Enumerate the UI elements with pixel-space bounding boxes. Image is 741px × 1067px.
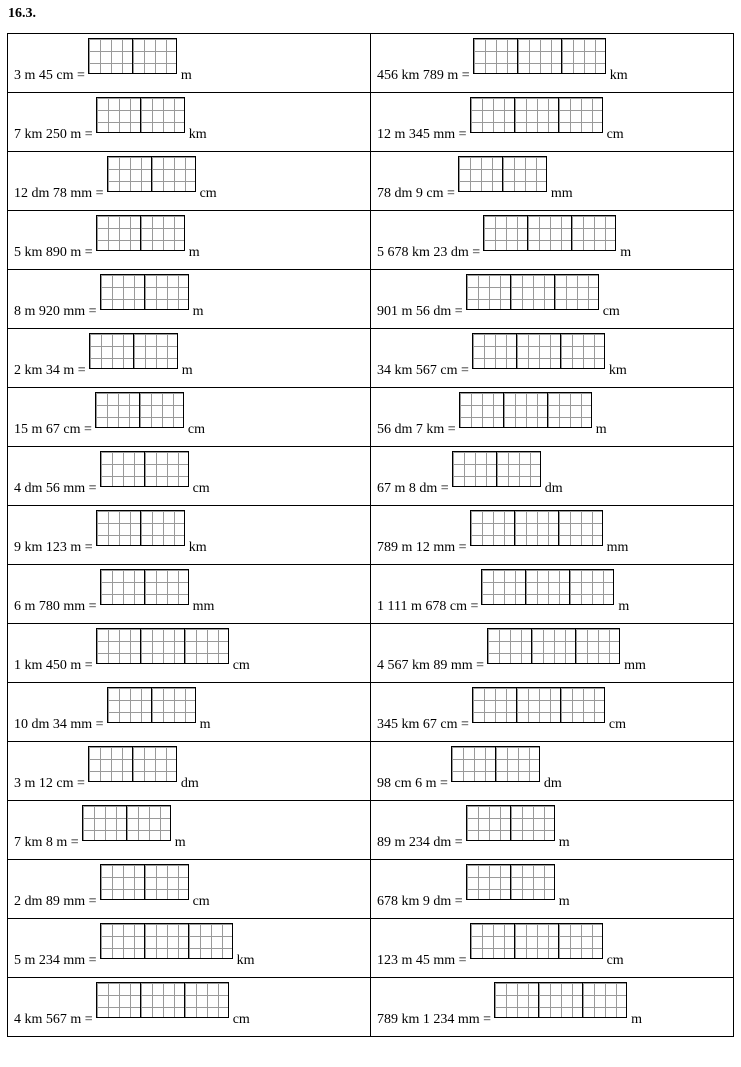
conversion-expression: 2 km 34 m =	[14, 363, 86, 378]
answer-grid[interactable]	[96, 97, 185, 133]
exercise-cell	[371, 919, 734, 978]
answer-grid[interactable]	[100, 274, 189, 310]
conversion-expression: 4 km 567 m =	[14, 1012, 93, 1027]
exercise-cell	[371, 860, 734, 919]
target-unit: m	[618, 599, 630, 614]
grid-group-separator	[132, 39, 133, 73]
target-unit: m	[180, 68, 192, 83]
grid-group-separator	[510, 865, 511, 899]
answer-grid[interactable]	[107, 156, 196, 192]
grid-group-separator	[525, 570, 526, 604]
grid-group-separator	[140, 511, 141, 545]
grid-group-separator	[140, 98, 141, 132]
answer-grid[interactable]	[89, 333, 178, 369]
conversion-expression: 89 m 234 dm =	[377, 835, 463, 850]
grid-group-separator	[133, 334, 134, 368]
answer-grid[interactable]	[473, 38, 606, 74]
grid-group-separator	[132, 747, 133, 781]
target-unit: km	[236, 953, 255, 968]
exercise-cell	[8, 506, 371, 565]
answer-grid[interactable]	[96, 215, 185, 251]
exercise-cell	[371, 506, 734, 565]
conversion-expression: 4 567 km 89 mm =	[377, 658, 485, 673]
answer-grid[interactable]	[494, 982, 627, 1018]
exercise-cell	[8, 270, 371, 329]
answer-grid[interactable]	[466, 274, 599, 310]
target-unit: dm	[180, 776, 199, 791]
conversion-expression: 789 m 12 mm =	[377, 540, 467, 555]
target-unit: m	[181, 363, 193, 378]
table-row	[8, 211, 734, 270]
table-row	[8, 742, 734, 801]
exercise-cell	[8, 978, 371, 1037]
exercise-cell	[371, 34, 734, 93]
target-unit: mm	[606, 540, 629, 555]
exercise-cell	[8, 211, 371, 270]
answer-grid[interactable]	[96, 982, 229, 1018]
exercise-cell	[371, 152, 734, 211]
exercise-cell	[371, 388, 734, 447]
answer-grid[interactable]	[96, 510, 185, 546]
grid-group-separator	[516, 334, 517, 368]
grid-group-separator	[140, 629, 141, 663]
grid-group-separator	[514, 98, 515, 132]
grid-group-separator	[144, 570, 145, 604]
answer-grid[interactable]	[88, 746, 177, 782]
target-unit: cm	[192, 481, 210, 496]
answer-grid[interactable]	[100, 923, 233, 959]
grid-group-separator	[514, 511, 515, 545]
grid-group-separator	[184, 983, 185, 1017]
answer-grid[interactable]	[107, 687, 196, 723]
exercise-cell	[8, 329, 371, 388]
table-row	[8, 388, 734, 447]
conversion-expression: 12 dm 78 mm =	[14, 186, 104, 201]
table-row	[8, 506, 734, 565]
exercise-cell	[8, 919, 371, 978]
grid-group-separator	[516, 688, 517, 722]
conversion-expression: 3 m 12 cm =	[14, 776, 85, 791]
grid-group-separator	[151, 157, 152, 191]
conversion-expression: 901 m 56 dm =	[377, 304, 463, 319]
answer-grid[interactable]	[458, 156, 547, 192]
target-unit: km	[609, 68, 628, 83]
grid-group-separator	[144, 865, 145, 899]
grid-group-separator	[558, 924, 559, 958]
table-row	[8, 919, 734, 978]
table-row	[8, 152, 734, 211]
conversion-expression: 678 km 9 dm =	[377, 894, 463, 909]
exercise-number: 16.3.	[8, 6, 36, 21]
exercise-cell	[371, 93, 734, 152]
grid-group-separator	[139, 393, 140, 427]
answer-grid[interactable]	[466, 805, 555, 841]
conversion-expression: 6 m 780 mm =	[14, 599, 97, 614]
grid-group-separator	[517, 39, 518, 73]
target-unit: dm	[543, 776, 562, 791]
target-unit: km	[188, 540, 207, 555]
grid-group-separator	[188, 924, 189, 958]
table-row	[8, 34, 734, 93]
target-unit: mm	[624, 658, 646, 673]
answer-grid[interactable]	[470, 923, 603, 959]
answer-grid[interactable]	[100, 864, 189, 900]
grid-group-separator	[582, 983, 583, 1017]
target-unit: cm	[187, 422, 205, 437]
answer-grid[interactable]	[100, 451, 189, 487]
exercise-cell	[8, 624, 371, 683]
exercise-cell	[8, 447, 371, 506]
conversion-expression: 123 m 45 mm =	[377, 953, 467, 968]
grid-group-separator	[531, 629, 532, 663]
table-row	[8, 801, 734, 860]
grid-group-separator	[571, 216, 572, 250]
grid-group-separator	[558, 511, 559, 545]
conversion-expression: 67 m 8 dm =	[377, 481, 449, 496]
target-unit: m	[631, 1012, 642, 1027]
target-unit: cm	[199, 186, 217, 201]
grid-group-separator	[144, 275, 145, 309]
exercise-cell	[8, 683, 371, 742]
conversion-expression: 5 678 km 23 dm =	[377, 245, 481, 260]
grid-group-separator	[144, 452, 145, 486]
conversion-expression: 12 m 345 mm =	[377, 127, 467, 142]
conversion-expression: 9 km 123 m =	[14, 540, 93, 555]
conversion-expression: 78 dm 9 cm =	[377, 186, 455, 201]
answer-grid[interactable]	[451, 746, 540, 782]
grid-group-separator	[538, 983, 539, 1017]
conversion-expression: 456 km 789 m =	[377, 68, 470, 83]
exercise-cell	[8, 742, 371, 801]
answer-grid[interactable]	[483, 215, 616, 251]
exercise-cell	[8, 565, 371, 624]
target-unit: dm	[544, 481, 563, 496]
exercise-cell	[8, 93, 371, 152]
exercise-cell	[371, 742, 734, 801]
exercise-cell	[371, 447, 734, 506]
target-unit: cm	[608, 717, 626, 732]
target-unit: m	[188, 245, 200, 260]
conversion-expression: 7 km 250 m =	[14, 127, 93, 142]
exercise-cell	[371, 270, 734, 329]
grid-group-separator	[575, 629, 576, 663]
answer-grid[interactable]	[100, 569, 189, 605]
table-row	[8, 565, 734, 624]
answer-grid[interactable]	[82, 805, 171, 841]
grid-group-separator	[495, 747, 496, 781]
answer-grid[interactable]	[466, 864, 555, 900]
exercise-cell	[371, 624, 734, 683]
answer-grid[interactable]	[95, 392, 184, 428]
exercise-cell	[8, 801, 371, 860]
exercise-cell	[371, 683, 734, 742]
target-unit: cm	[606, 127, 624, 142]
grid-group-separator	[496, 452, 497, 486]
grid-group-separator	[503, 393, 504, 427]
grid-group-separator	[140, 983, 141, 1017]
table-row	[8, 860, 734, 919]
exercise-cell	[371, 565, 734, 624]
answer-grid[interactable]	[470, 97, 603, 133]
answer-grid[interactable]	[88, 38, 177, 74]
target-unit: m	[199, 717, 211, 732]
target-unit: cm	[232, 658, 250, 673]
target-unit: mm	[550, 186, 573, 201]
grid-group-separator	[558, 98, 559, 132]
conversion-expression: 5 m 234 mm =	[14, 953, 97, 968]
target-unit: cm	[602, 304, 620, 319]
exercise-cell	[8, 388, 371, 447]
conversion-expression: 56 dm 7 km =	[377, 422, 456, 437]
grid-group-separator	[514, 924, 515, 958]
grid-group-separator	[144, 924, 145, 958]
conversion-expression: 1 111 m 678 cm =	[377, 599, 479, 614]
target-unit: m	[558, 894, 570, 909]
exercise-cell	[371, 978, 734, 1037]
conversion-expression: 345 km 67 cm =	[377, 717, 469, 732]
grid-group-separator	[510, 275, 511, 309]
conversion-expression: 5 km 890 m =	[14, 245, 93, 260]
grid-group-separator	[140, 216, 141, 250]
exercise-cell	[8, 152, 371, 211]
conversion-expression: 98 cm 6 m =	[377, 776, 448, 791]
answer-grid[interactable]	[472, 687, 605, 723]
grid-group-separator	[547, 393, 548, 427]
target-unit: km	[608, 363, 627, 378]
table-row	[8, 978, 734, 1037]
target-unit: m	[558, 835, 570, 850]
table-row	[8, 447, 734, 506]
target-unit: m	[595, 422, 607, 437]
grid-group-separator	[554, 275, 555, 309]
exercise-cell	[8, 860, 371, 919]
answer-grid[interactable]	[487, 628, 620, 664]
grid-group-separator	[151, 688, 152, 722]
conversion-expression: 2 dm 89 mm =	[14, 894, 97, 909]
target-unit: mm	[192, 599, 215, 614]
exercise-table	[7, 33, 734, 1037]
conversion-expression: 7 km 8 m =	[14, 835, 79, 850]
exercise-cell	[371, 329, 734, 388]
conversion-expression: 34 km 567 cm =	[377, 363, 469, 378]
grid-group-separator	[560, 688, 561, 722]
target-unit: km	[188, 127, 207, 142]
answer-grid[interactable]	[459, 392, 592, 428]
exercise-table-body	[8, 34, 734, 1037]
table-row	[8, 683, 734, 742]
grid-group-separator	[510, 806, 511, 840]
target-unit: cm	[192, 894, 210, 909]
conversion-expression: 789 km 1 234 mm =	[377, 1012, 492, 1027]
answer-grid[interactable]	[452, 451, 541, 487]
table-row	[8, 93, 734, 152]
answer-grid[interactable]	[470, 510, 603, 546]
grid-group-separator	[126, 806, 127, 840]
table-row	[8, 329, 734, 388]
answer-grid[interactable]	[472, 333, 605, 369]
grid-group-separator	[569, 570, 570, 604]
grid-group-separator	[502, 157, 503, 191]
grid-group-separator	[184, 629, 185, 663]
target-unit: m	[620, 245, 632, 260]
target-unit: cm	[606, 953, 624, 968]
grid-group-separator	[561, 39, 562, 73]
table-row	[8, 624, 734, 683]
conversion-expression: 1 km 450 m =	[14, 658, 93, 673]
target-unit: m	[174, 835, 186, 850]
exercise-cell	[371, 801, 734, 860]
answer-grid[interactable]	[481, 569, 614, 605]
exercise-cell	[8, 34, 371, 93]
conversion-expression: 10 dm 34 mm =	[14, 717, 104, 732]
target-unit: m	[192, 304, 204, 319]
target-unit: cm	[232, 1012, 250, 1027]
conversion-expression: 15 m 67 cm =	[14, 422, 92, 437]
exercise-cell	[371, 211, 734, 270]
grid-group-separator	[527, 216, 528, 250]
conversion-expression: 3 m 45 cm =	[14, 68, 85, 83]
grid-group-separator	[560, 334, 561, 368]
answer-grid[interactable]	[96, 628, 229, 664]
conversion-expression: 4 dm 56 mm =	[14, 481, 97, 496]
table-row	[8, 270, 734, 329]
conversion-expression: 8 m 920 mm =	[14, 304, 97, 319]
